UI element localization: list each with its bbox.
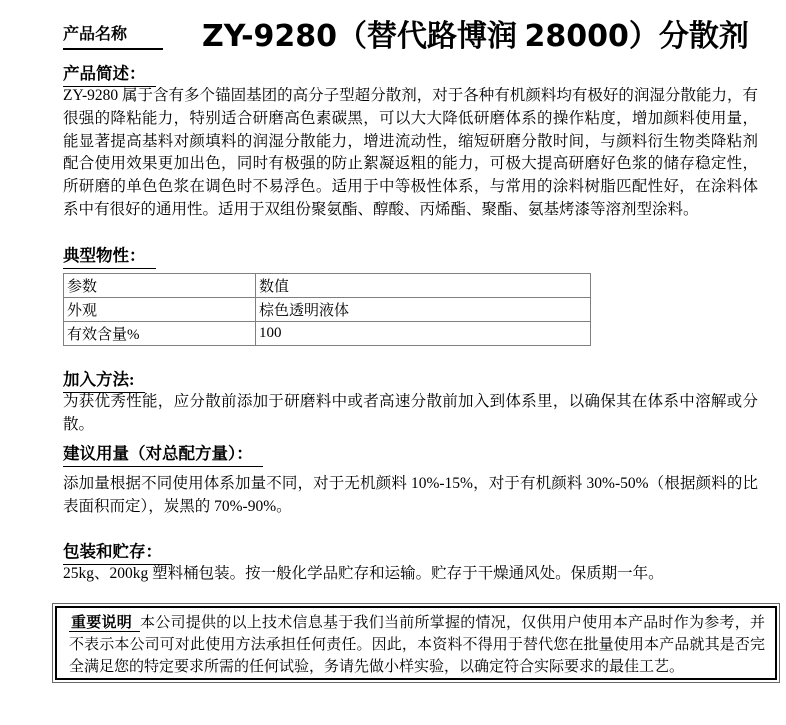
dosage-section-heading bbox=[63, 440, 263, 467]
table-cell-content-label: 有效含量% bbox=[64, 322, 256, 346]
overview-section-heading bbox=[63, 60, 156, 87]
properties-section-heading bbox=[63, 242, 156, 269]
packaging-body: 25kg、200kg 塑料桶包装。按一般化学品贮存和运输。贮存于干燥通风处。保质期一年。 bbox=[63, 565, 664, 582]
product-name-label: 产品名称 bbox=[63, 21, 163, 50]
notice-body-text: 本公司提供的以上技术信息基于我们当前所掌握的情况，仅供用户使用本产品时作为参考，并不表示本公司可对此使用方法承担任何责任。因此，本资料不得用于替代您在批量使用本产品就其是否完全满足您的特定要求所需的任何试验，务请先做小样实验，以确定符合实际要求的最佳工艺。 bbox=[69, 615, 765, 675]
table-row bbox=[64, 322, 591, 346]
properties-heading-text: 典型物性： bbox=[63, 242, 156, 269]
overview-body: ZY-9280 属于含有多个锚固基团的高分子型超分散剂，对于各种有机颜料均有极好的润湿分散能力，有很强的降粘能力，特别适合研磨高色素碳黑，可以大大降低研磨体系的操作粘度，增加颜料使用量，能显著提高基料对颜填料的润湿分散能力，增进流动性，缩短研磨分散时间，与颜料衍生物类降粘剂配合使用效果更加出色，同时有极强的防止絮凝返粗的能力，可极大提高研磨好色浆的储存稳定性，所研磨的单色色浆在调色时不易浮色。适用于中等极性体系，与常用的涂料树脂匹配性好，在涂料体系中有很好的通用性。适用于双组份聚氨酯、醇酸、丙烯酯、聚酯、氨基烤漆等溶剂型涂料。 bbox=[63, 87, 758, 218]
table-cell-content-value: 100 bbox=[256, 322, 591, 346]
product-model-code: ZY-9280 bbox=[202, 19, 338, 54]
dosage-heading-text: 建议用量（对总配方量）： bbox=[63, 440, 263, 467]
page-title bbox=[202, 11, 749, 55]
packaging-heading-text: 包装和贮存： bbox=[63, 538, 172, 565]
table-cell-appearance-label: 外观 bbox=[64, 298, 256, 322]
important-notice-content bbox=[55, 606, 777, 680]
table-header-row bbox=[64, 274, 591, 298]
product-title-tail: ）分散剂 bbox=[628, 20, 749, 53]
addition-heading-text: 加入方法: bbox=[63, 366, 145, 393]
table-header-value: 数值 bbox=[256, 274, 591, 298]
addition-body: 为获优秀性能，应分散前添加于研磨料中或者高速分散前加入到体系里，以确保其在体系中溶解或分散。 bbox=[63, 393, 758, 433]
table-cell-appearance-value: 棕色透明液体 bbox=[256, 298, 591, 322]
product-alt-code: 28000 bbox=[524, 19, 629, 54]
dosage-body: 添加量根据不同使用体系加量不同，对于无机颜料 10%-15%，对于有机颜料 30%-50%（根据颜料的比表面积而定），炭黑的 70%-90%。 bbox=[63, 475, 758, 515]
important-notice-box bbox=[52, 603, 780, 683]
table-row bbox=[64, 298, 591, 322]
product-title-mid: （替代路博润 bbox=[337, 20, 525, 53]
properties-table bbox=[63, 273, 591, 346]
notice-label: 重要说明 bbox=[69, 615, 140, 632]
table-header-parameter: 参数 bbox=[64, 274, 256, 298]
packaging-section-heading bbox=[63, 538, 172, 565]
addition-section-heading bbox=[63, 366, 145, 393]
overview-heading-text: 产品简述： bbox=[63, 60, 156, 87]
